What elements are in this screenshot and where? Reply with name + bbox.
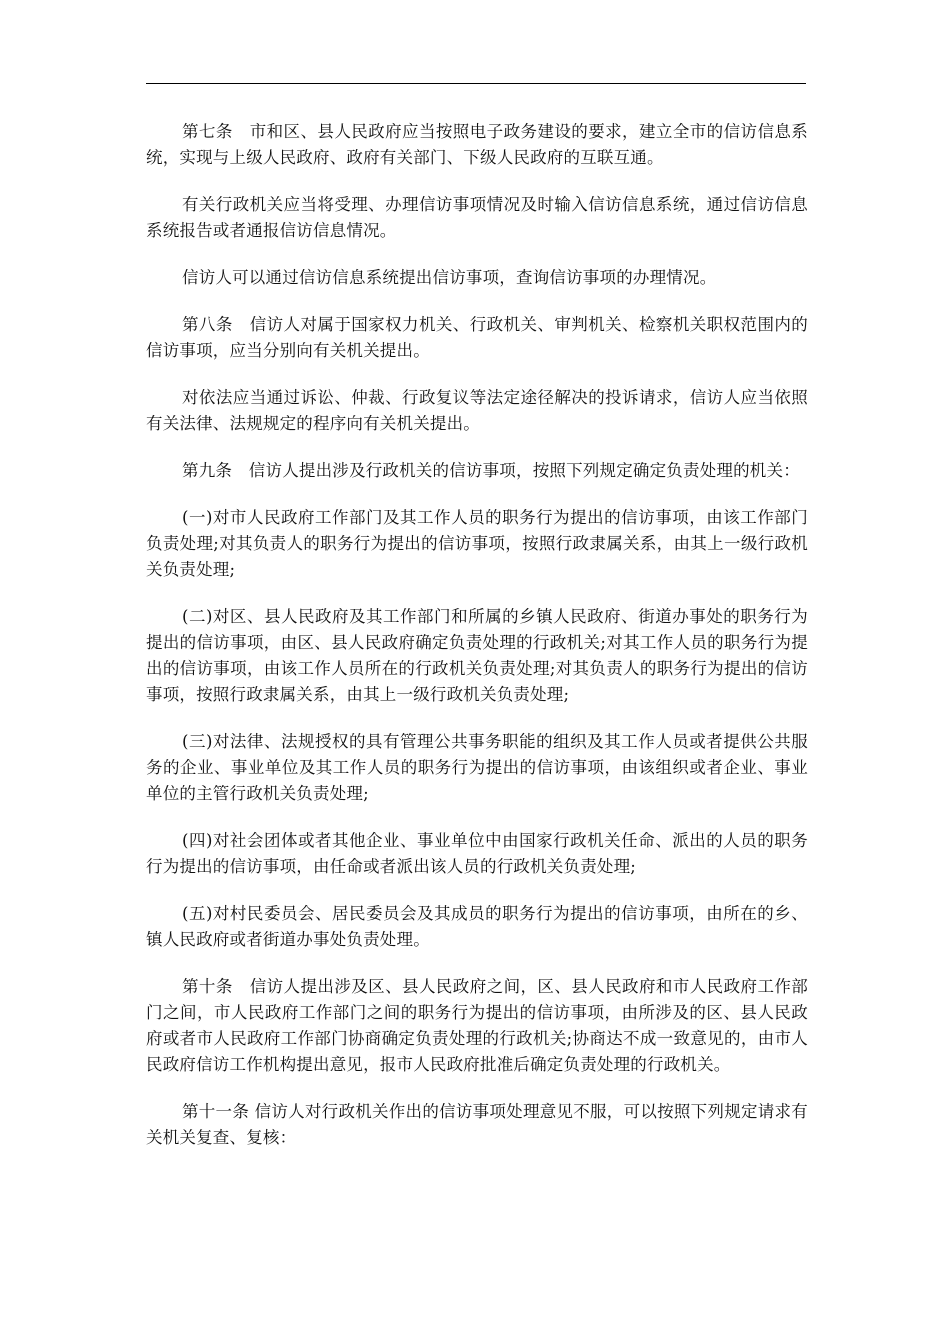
paragraph-article-8: 第八条 信访人对属于国家权力机关、行政机关、审判机关、检察机关职权范围内的信访事项，应当分别向有关机关提出。 [146, 315, 808, 360]
paragraph-item-1: (一)对市人民政府工作部门及其工作人员的职务行为提出的信访事项，由该工作部门负责处理;对其负责人的职务行为提出的信访事项，按照行政隶属关系，由其上一级行政机关负责处理; [146, 508, 808, 579]
paragraph-article-10: 第十条 信访人提出涉及区、县人民政府之间，区、县人民政府和市人民政府工作部门之间，市人民政府工作部门之间的职务行为提出的信访事项，由所涉及的区、县人民政府或者市人民政府工作部门协商确定负责处理的行政机关;协商达不成一致意见的，由市人民政府信访工作机构提出意见，报市人民政府批准后确定负责处理的行政机关。 [146, 977, 808, 1074]
paragraph-item-4: (四)对社会团体或者其他企业、事业单位中由国家行政机关任命、派出的人员的职务行为提出的信访事项，由任命或者派出该人员的行政机关负责处理; [146, 831, 808, 876]
paragraph-item-5: (五)对村民委员会、居民委员会及其成员的职务行为提出的信访事项，由所在的乡、镇人民政府或者街道办事处负责处理。 [146, 904, 808, 949]
header-rule [146, 83, 806, 84]
paragraph-article-7: 第七条 市和区、县人民政府应当按照电子政务建设的要求，建立全市的信访信息系统，实现与上级人民政府、政府有关部门、下级人民政府的互联互通。 [146, 122, 808, 167]
paragraph-legal-channels: 对依法应当通过诉讼、仲裁、行政复议等法定途径解决的投诉请求，信访人应当依照有关法律、法规规定的程序向有关机关提出。 [146, 388, 808, 433]
paragraph-article-11: 第十一条 信访人对行政机关作出的信访事项处理意见不服，可以按照下列规定请求有关机关复查、复核： [146, 1102, 808, 1147]
paragraph-info-system-query: 信访人可以通过信访信息系统提出信访事项，查询信访事项的办理情况。 [182, 268, 717, 287]
paragraph-item-3: (三)对法律、法规授权的具有管理公共事务职能的组织及其工作人员或者提供公共服务的企业、事业单位及其工作人员的职务行为提出的信访事项，由该组织或者企业、事业单位的主管行政机关负责处理; [146, 732, 808, 803]
document-body [146, 119, 808, 1172]
paragraph-info-system-reporting: 有关行政机关应当将受理、办理信访事项情况及时输入信访信息系统，通过信访信息系统报告或者通报信访信息情况。 [146, 195, 808, 240]
paragraph-item-2: (二)对区、县人民政府及其工作部门和所属的乡镇人民政府、街道办事处的职务行为提出的信访事项，由区、县人民政府确定负责处理的行政机关;对其工作人员的职务行为提出的信访事项，由该工作人员所在的行政机关负责处理;对其负责人的职务行为提出的信访事项，按照行政隶属关系，由其上一级行政机关负责处理; [146, 607, 808, 704]
paragraph-article-9: 第九条 信访人提出涉及行政机关的信访事项，按照下列规定确定负责处理的机关： [182, 461, 800, 480]
